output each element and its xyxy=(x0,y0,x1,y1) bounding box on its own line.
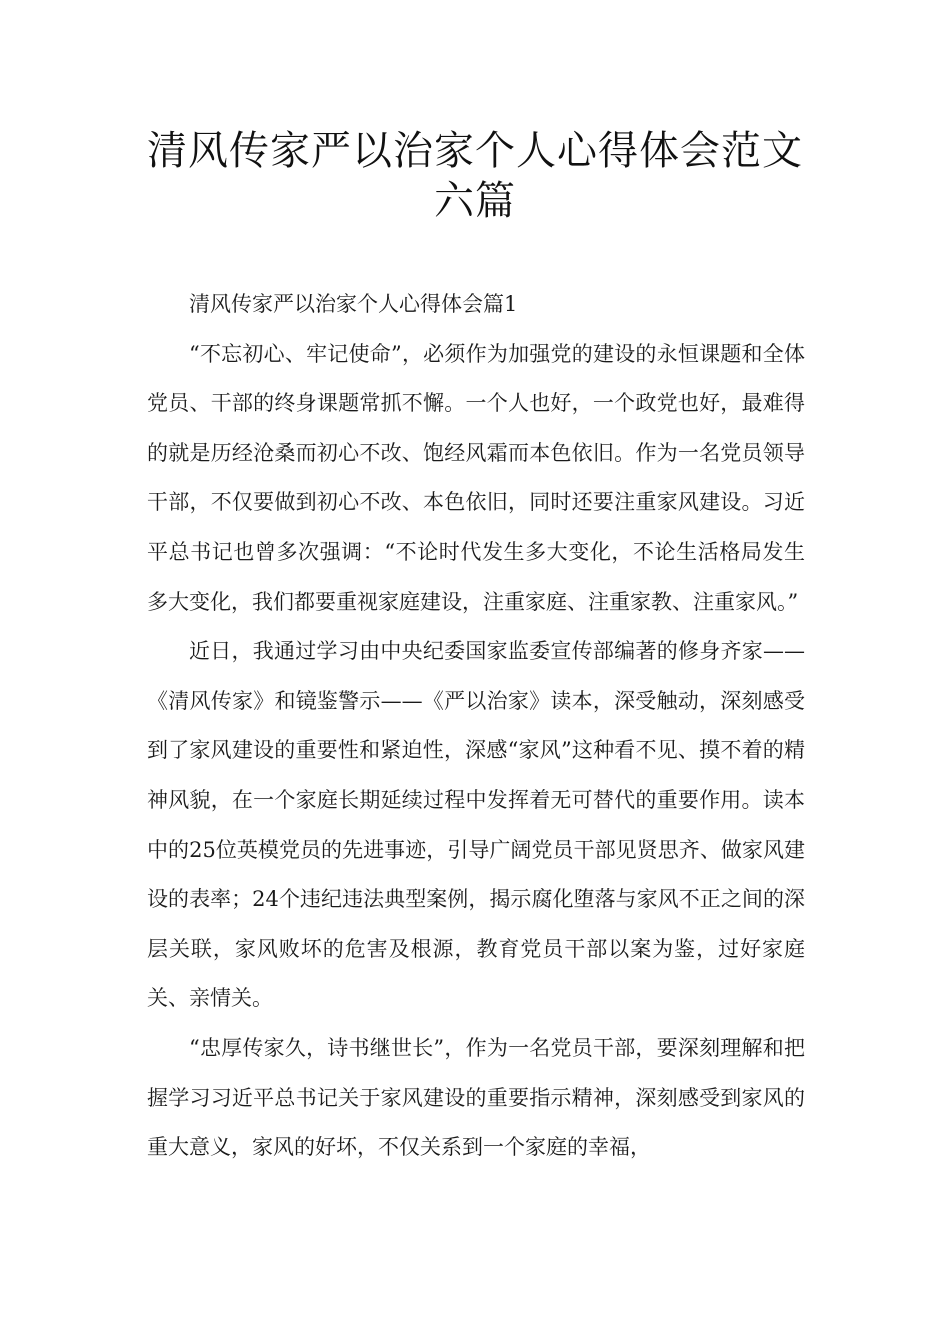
paragraph: “不忘初心、牢记使命”，必须作为加强党的建设的永恒课题和全体党员、干部的终身课题常抓不懈。一个人也好，一个政党也好，最难得的就是历经沧桑而初心不改、饱经风霜而本色依旧。作为一名党员领导干部，不仅要做到初心不改、本色依旧，同时还要注重家风建设。习近平总书记也曾多次强调：“不论时代发生多大变化，不论生活格局发生多大变化，我们都要重视家庭建设，注重家庭、注重家教、注重家风。” xyxy=(147,341,805,614)
document-body xyxy=(147,280,805,1173)
section-heading: 清风传家严以治家个人心得体会篇1 xyxy=(189,292,518,316)
document-title: 清风传家严以治家个人心得体会范文六篇 xyxy=(147,128,803,224)
paragraph: 近日，我通过学习由中央纪委国家监委宣传部编著的修身齐家——《清风传家》和镜鉴警示——《严以治家》读本，深受触动，深刻感受到了家风建设的重要性和紧迫性，深感“家风”这种看不见、摸不着的精神风貌，在一个家庭长期延续过程中发挥着无可替代的重要作用。读本中的25位英模党员的先进事迹，引导广阔党员干部见贤思齐、做家风建设的表率；24个违纪违法典型案例，揭示腐化堕落与家风不正之间的深层关联，家风败坏的危害及根源，教育党员干部以案为鉴，过好家庭关、亲情关。 xyxy=(147,639,805,1011)
paragraph: “忠厚传家久，诗书继世长”，作为一名党员干部，要深刻理解和把握学习习近平总书记关于家风建设的重要指示精神，深刻感受到家风的重大意义，家风的好坏，不仅关系到一个家庭的幸福， xyxy=(147,1035,805,1160)
